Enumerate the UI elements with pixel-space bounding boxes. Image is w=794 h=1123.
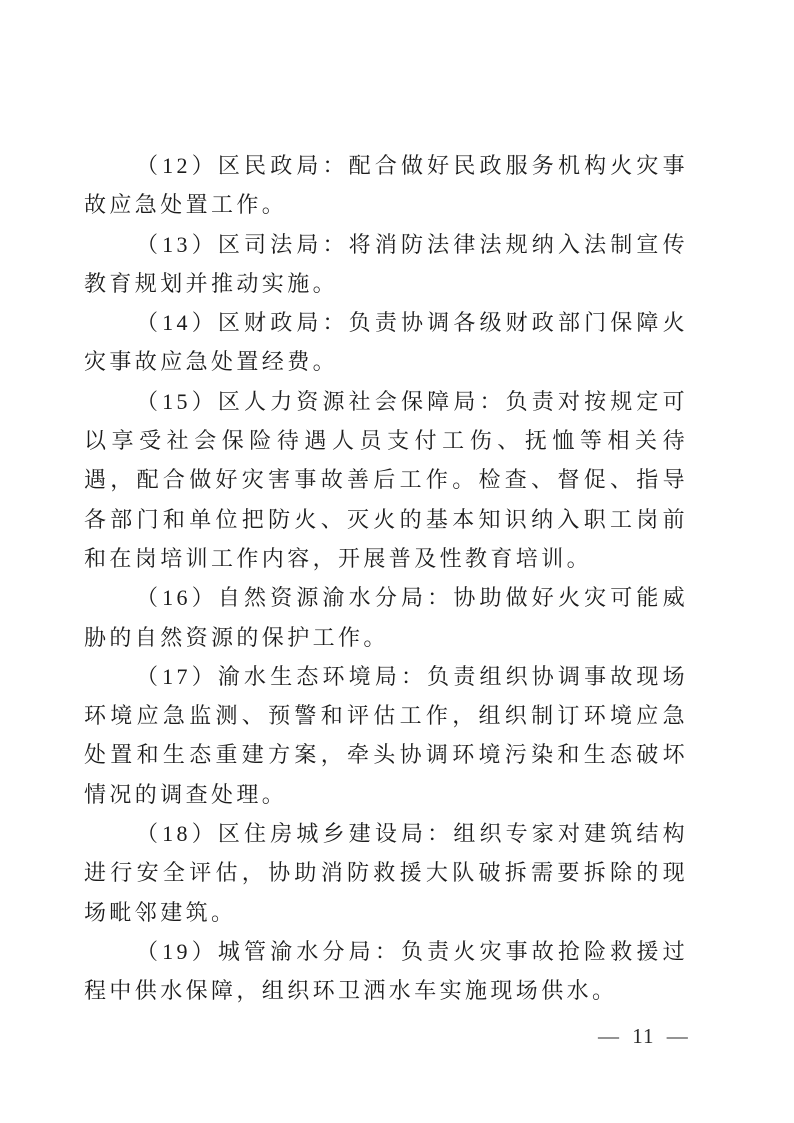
paragraph-item-13: （13）区司法局：将消防法律法规纳入法制宣传教育规划并推动实施。 xyxy=(84,231,688,296)
page-number: — 11 — xyxy=(598,1024,689,1048)
paragraph-item-12: （12）区民政局：配合做好民政服务机构火灾事故应急处置工作。 xyxy=(84,153,688,218)
document-body xyxy=(84,146,688,1011)
paragraph-item-16: （16）自然资源渝水分局：协助做好火灾可能威胁的自然资源的保护工作。 xyxy=(84,585,688,650)
paragraph-item-17: （17）渝水生态环境局：负责组织协调事故现场环境应急监测、预警和评估工作，组织制订环境应急处置和生态重建方案，牵头协调环境污染和生态破坏情况的调查处理。 xyxy=(84,663,688,807)
paragraph-item-19: （19）城管渝水分局：负责火灾事故抢险救援过程中供水保障，组织环卫洒水车实施现场供水。 xyxy=(84,938,688,1004)
page-footer xyxy=(0,1024,794,1054)
paragraph-item-14: （14）区财政局：负责协调各级财政部门保障火灾事故应急处置经费。 xyxy=(84,310,688,375)
paragraph-item-15: （15）区人力资源社会保障局：负责对按规定可以享受社会保险待遇人员支付工伤、抚恤等相关待遇，配合做好灾害事故善后工作。检查、督促、指导各部门和单位把防火、灭火的基本知识纳入职工岗前和在岗培训工作内容，开展普及性教育培训。 xyxy=(84,388,688,571)
paragraph-item-18: （18）区住房城乡建设局：组织专家对建筑结构进行安全评估，协助消防救援大队破拆需要拆除的现场毗邻建筑。 xyxy=(84,821,688,925)
